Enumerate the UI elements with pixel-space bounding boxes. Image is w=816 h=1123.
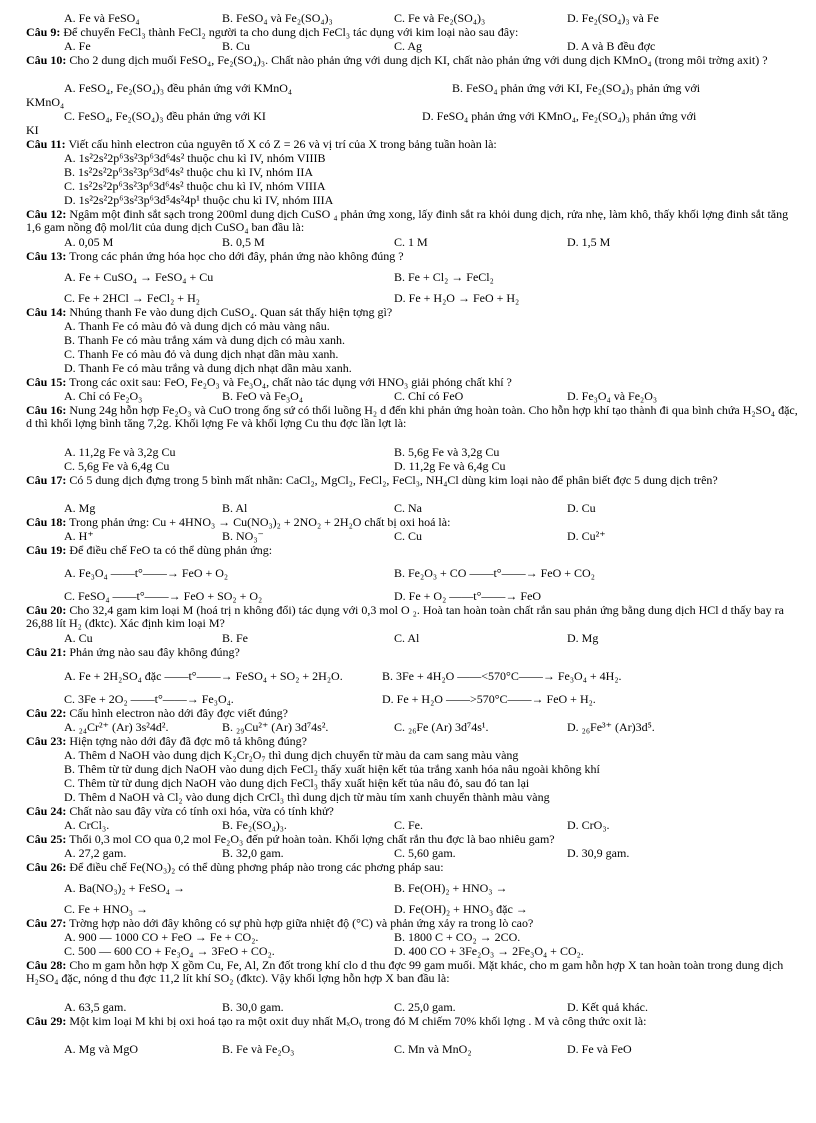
question-number: Câu 21: (26, 645, 67, 659)
question-text: Cấu hình electron nào dới đây đợc viết đúng? (69, 706, 288, 720)
answer-option: B. Fe(OH)₂ + HNO₃ → (394, 881, 508, 895)
answer-option: C. Fe + 2HCl → FeCl₂ + H₂ (64, 291, 200, 305)
answer-option: B. 1s²2s²2p⁶3s²3p⁶3d⁶4s² thuộc chu kì IV, nhóm IIA (64, 165, 314, 179)
answer-option: D. 11,2g Fe và 6,4g Cu (394, 459, 506, 473)
answer-option: B. Fe và Fe₂O₃ (222, 1042, 295, 1056)
answer-option: B. 1800 C + CO₂ → 2CO. (394, 930, 521, 944)
question-q21 (26, 646, 801, 659)
question-q24 (26, 805, 801, 818)
answer-option: C. 1 M (394, 235, 428, 249)
answer-option: B. Cu (222, 39, 251, 53)
question-q25 (26, 833, 801, 846)
answer-option: B. FeSO₄ phản ứng với KI, Fe₂(SO₄)₃ phản ứng với (452, 81, 701, 95)
question-number: Câu 23: (26, 734, 67, 748)
question-text: Ngâm một đinh sắt sạch trong 200ml dung dịch CuSO ₄ phản ứng xong, lấy đinh sắt ra khỏi dung dịch, rửa nhẹ, làm khô, thấy khối lợng đinh sắt tăng 1,6 gam nồng độ mol/lit của dung dịch CuSO₄ ban đầu là: (26, 207, 789, 234)
question-q15 (26, 376, 801, 389)
question-q26 (26, 861, 801, 874)
answer-option: C. Mn và MnO₂ (394, 1042, 472, 1056)
answer-option: C. Fe và Fe₂(SO₄)₃ (394, 11, 486, 25)
answer-option: B. 3Fe + 4H₂O ——<570°C——→ Fe₃O₄ + 4H₂. (382, 669, 622, 683)
answer-option: C. 500 — 600 CO + Fe₃O₄ → 3FeO + CO₂. (64, 944, 275, 958)
answer-option: D. 30,9 gam. (567, 846, 630, 860)
question-number: Câu 16: (26, 403, 67, 417)
question-number: Câu 14: (26, 305, 67, 319)
question-q9 (26, 26, 801, 39)
question-text: Có 5 dung dịch đựng trong 5 bình mất nhãn: CaCl₂, MgCl₂, FeCl₂, FeCl₃, NH₄Cl dùng kim loại nào để phân biết đợc 5 dung dịch trên? (69, 473, 718, 487)
question-number: Câu 18: (26, 515, 67, 529)
answer-option: A. Thanh Fe có màu đỏ và dung dịch có màu vàng nâu. (64, 319, 330, 333)
answer-option: B. Fe₂O₃ + CO ——t°——→ FeO + CO₂ (394, 566, 595, 580)
answer-option: D. Mg (567, 631, 599, 645)
answer-option: A. Cu (64, 631, 93, 645)
answer-option: A. 63,5 gam. (64, 1000, 127, 1014)
answer-option: A. Fe và FeSO₄ (64, 11, 140, 25)
question-text: Trong các oxit sau: FeO, Fe₂O₃ và Fe₃O₄, chất nào tác dụng với HNO₃ giải phóng chất khí ? (69, 375, 512, 389)
answer-option: D. ₂₆Fe³⁺ (Ar)3d⁵. (567, 720, 655, 734)
question-q17 (26, 474, 801, 487)
answer-option: D. Fe₂(SO₄)₃ và Fe (567, 11, 659, 25)
answer-option: C. Thêm từ từ dung dịch NaOH vào dung dịch FeCl₃ thấy xuất hiện kết tủa nâu đỏ, sau đó tan lại (64, 776, 530, 790)
answer-option: D. 1s²2s²2p⁶3s²3p⁶3d⁵4s²4p¹ thuộc chu kì IV, nhóm IIIA (64, 193, 334, 207)
answer-option: A. Ba(NO₃)₂ + FeSO₄ → (64, 881, 185, 895)
answer-option: B. Thêm từ từ dung dịch NaOH vào dung dịch FeCl₂ thấy xuất hiện kết tủa trắng xanh hóa nâu ngoài không khí (64, 762, 600, 776)
answer-option: D. Thanh Fe có màu trắng và dung dịch nhạt dần màu xanh. (64, 361, 352, 375)
question-text: Cho 32,4 gam kim loại M (hoá trị n không đổi) tác dụng với 0,3 mol O ₂. Hoà tan hoàn toàn chất rắn sau phản ứng bằng dung dịch HCl d thấy bay ra 26,88 lít H₂ (đktc). Xác định kim loại M? (26, 603, 784, 630)
question-text: Hiện tợng nào dới đây đã đợc mô tả không đúng? (69, 734, 307, 748)
answer-option: C. 1s²2s²2p⁶3s²3p⁶3d⁶4s² thuộc chu kì IV, nhóm VIIIA (64, 179, 326, 193)
question-number: Câu 15: (26, 375, 67, 389)
answer-option: C. Na (394, 501, 422, 515)
answer-option: C. FeSO₄, Fe₂(SO₄)₃ đều phản ứng với KI (64, 109, 266, 123)
question-text: Cho 2 dung dịch muối FeSO₄, Fe₂(SO₄)₃. Chất nào phản ứng với dung dịch KI, chất nào phản ứng với dung dịch KMnO₄ (trong môi trờng axit) ? (69, 53, 768, 67)
answer-option: C. Fe + HNO₃ → (64, 902, 148, 916)
answer-option: D. CrO₃. (567, 818, 610, 832)
question-q27 (26, 917, 801, 930)
answer-option: A. Fe (64, 39, 91, 53)
answer-option: B. Fe₂(SO₄)₃. (222, 818, 287, 832)
answer-option: A. 1s²2s²2p⁶3s²3p⁶3d⁶4s² thuộc chu kì IV, nhóm VIIIB (64, 151, 326, 165)
question-q14 (26, 306, 801, 319)
answer-option: B. Al (222, 501, 248, 515)
question-number: Câu 26: (26, 860, 67, 874)
question-number: Câu 17: (26, 473, 67, 487)
question-q10 (26, 54, 801, 67)
answer-option: A. 0,05 M (64, 235, 114, 249)
answer-option: A. 900 — 1000 CO + FeO → Fe + CO₂. (64, 930, 259, 944)
answer-option: B. FeO và Fe₃O₄ (222, 389, 304, 403)
answer-option: D. Fe + O₂ ——t°——→ FeO (394, 589, 542, 603)
question-text: Nung 24g hỗn hợp Fe₂O₃ và CuO trong ống sứ có thổi luồng H₂ d đến khi phản ứng hoàn toàn. Cho hỗn hợp khí tạo thành đi qua bình chứa H₂SO₄ đặc, d thì khối lợng bình tăng 7,2g. Khối lợng Fe và khối lợng Cu thu đợc lần lợt là: (26, 403, 798, 430)
answer-option: C. Fe. (394, 818, 424, 832)
continuation-text: KI (26, 123, 39, 137)
answer-option: D. Cu (567, 501, 596, 515)
answer-option: D. Fe và FeO (567, 1042, 632, 1056)
question-text: Chất nào sau đây vừa có tính oxi hóa, vừa có tính khử? (69, 804, 334, 818)
question-number: Câu 24: (26, 804, 67, 818)
question-q29 (26, 1015, 801, 1028)
answer-option: C. 5,60 gam. (394, 846, 456, 860)
question-text: Thổi 0,3 mol CO qua 0,2 mol Fe₂O₃ đến pứ hoàn toàn. Khối lợng chất rắn thu đợc là bao nhiêu gam? (69, 832, 555, 846)
answer-option: C. Al (394, 631, 420, 645)
question-q13 (26, 250, 801, 263)
answer-option: A. Fe₃O₄ ——t°——→ FeO + O₂ (64, 566, 229, 580)
answer-option: B. 0,5 M (222, 235, 265, 249)
question-q16 (26, 404, 801, 429)
question-number: Câu 19: (26, 543, 67, 557)
answer-option: A. Mg (64, 501, 96, 515)
question-text: Viết cấu hình electron của nguyên tố X có Z = 26 và vị trí của X trong bảng tuần hoàn là: (68, 137, 497, 151)
answer-option: D. FeSO₄ phản ứng với KMnO₄, Fe₂(SO₄)₃ phản ứng với (422, 109, 697, 123)
question-text: Nhúng thanh Fe vào dung dịch CuSO₄. Quan sát thấy hiện tợng gì? (69, 305, 393, 319)
answer-option: B. 5,6g Fe và 3,2g Cu (394, 445, 500, 459)
question-text: Phản ứng nào sau đây không đúng? (69, 645, 240, 659)
question-text: Cho m gam hỗn hợp X gồm Cu, Fe, Al, Zn đốt trong khí clo d thu đợc 99 gam muối. Mặt khác, cho m gam hỗn hợp X tan hoàn toàn trong dung dịch H₂SO₄ đặc, nóng d thu đợc 11,2 lít khí SO₂ (đktc). Vậy khối lợng hỗn hợp X ban đầu là: (26, 958, 784, 985)
question-number: Câu 22: (26, 706, 67, 720)
question-number: Câu 28: (26, 958, 67, 972)
answer-option: D. 1,5 M (567, 235, 611, 249)
question-q12 (26, 208, 801, 233)
answer-option: A. 27,2 gam. (64, 846, 127, 860)
answer-option: A. Fe + CuSO₄ → FeSO₄ + Cu (64, 270, 214, 284)
answer-option: C. Cu (394, 529, 423, 543)
question-text: Để điều chế FeO ta có thể dùng phản ứng: (69, 543, 273, 557)
answer-option: C. Thanh Fe có màu đỏ và dung dịch nhạt dần màu xanh. (64, 347, 339, 361)
question-text: Trong phản ứng: Cu + 4HNO₃ → Cu(NO₃)₂ + 2NO₂ + 2H₂O chất bị oxi hoá là: (69, 515, 451, 529)
answer-option: B. Fe (222, 631, 249, 645)
answer-option: A. Fe + 2H₂SO₄ đặc ——t°——→ FeSO₄ + SO₂ + 2H₂O. (64, 669, 343, 683)
question-number: Câu 13: (26, 249, 67, 263)
question-q23 (26, 735, 801, 748)
answer-option: D. Kết quả khác. (567, 1000, 648, 1014)
answer-option: A. Chỉ có Fe₂O₃ (64, 389, 143, 403)
answer-option: B. 32,0 gam. (222, 846, 284, 860)
answer-option: C. ₂₆Fe (Ar) 3d⁷4s¹. (394, 720, 489, 734)
question-text: Để chuyển FeCl₃ thành FeCl₂ người ta cho dung dịch FeCl₃ tác dụng với kim loại nào sau đây: (63, 25, 519, 39)
answer-option: D. Cu²⁺ (567, 529, 606, 543)
question-number: Câu 25: (26, 832, 67, 846)
question-number: Câu 12: (26, 207, 67, 221)
answer-option: A. 11,2g Fe và 3,2g Cu (64, 445, 176, 459)
continuation-text: KMnO₄ (26, 95, 65, 109)
question-text: Trờng hợp nào dới đây không có sự phù hợp giữa nhiệt độ (°C) và phản ứng xảy ra trong lò cao? (69, 916, 534, 930)
question-number: Câu 20: (26, 603, 67, 617)
answer-option: C. 3Fe + 2O₂ ——t°——→ Fe₃O₄. (64, 692, 234, 706)
question-number: Câu 29: (26, 1014, 67, 1028)
question-text: Trong các phản ứng hóa học cho dới đây, phản ứng nào không đúng ? (69, 249, 404, 263)
question-number: Câu 27: (26, 916, 67, 930)
answer-option: D. Thêm d NaOH và Cl₂ vào dung dịch CrCl₃ thì dung dịch từ màu tím xanh chuyển thành màu vàng (64, 790, 550, 804)
question-q19 (26, 544, 801, 557)
question-text: Để điều chế Fe(NO₃)₂ có thể dùng phơng pháp nào trong các phơng pháp sau: (69, 860, 444, 874)
answer-option: A. H⁺ (64, 529, 94, 543)
question-q28 (26, 959, 801, 984)
question-number: Câu 11: (26, 137, 66, 151)
answer-option: B. FeSO₄ và Fe₂(SO₄)₃ (222, 11, 333, 25)
question-q22 (26, 707, 801, 720)
question-q20 (26, 604, 801, 629)
answer-option: B. ₂₉Cu²⁺ (Ar) 3d⁷4s². (222, 720, 329, 734)
question-text: Một kim loại M khi bị oxi hoá tạo ra một oxit duy nhất MₓOᵧ trong đó M chiếm 70% khối lợng . M và công thức oxit là: (69, 1014, 647, 1028)
answer-option: D. 400 CO + 3Fe₂O₃ → 2Fe₃O₄ + CO₂. (394, 944, 584, 958)
answer-option: D. A và B đều đợc (567, 39, 656, 53)
answer-option: D. Fe₃O₄ và Fe₂O₃ (567, 389, 658, 403)
answer-option: A. Mg và MgO (64, 1042, 138, 1056)
question-number: Câu 10: (26, 53, 67, 67)
answer-option: A. CrCl₃. (64, 818, 110, 832)
answer-option: D. Fe + H₂O ——>570°C——→ FeO + H₂. (382, 692, 596, 706)
answer-option: C. Chỉ có FeO (394, 389, 464, 403)
answer-option: C. 5,6g Fe và 6,4g Cu (64, 459, 170, 473)
answer-option: C. 25,0 gam. (394, 1000, 456, 1014)
answer-option: D. Fe + H₂O → FeO + H₂ (394, 291, 520, 305)
answer-option: D. Fe(OH)₂ + HNO₃ đặc → (394, 902, 528, 916)
answer-option: C. Ag (394, 39, 423, 53)
answer-option: C. FeSO₄ ——t°——→ FeO + SO₂ + O₂ (64, 589, 263, 603)
answer-option: B. 30,0 gam. (222, 1000, 284, 1014)
answer-option: A. Thêm d NaOH vào dung dịch K₂Cr₂O₇ thì dung dịch chuyển từ màu da cam sang màu vàng (64, 748, 519, 762)
question-q18 (26, 516, 801, 529)
answer-option: B. NO₃⁻ (222, 529, 264, 543)
answer-option: A. FeSO₄, Fe₂(SO₄)₃ đều phản ứng với KMnO₄ (64, 81, 293, 95)
answer-option: B. Fe + Cl₂ → FeCl₂ (394, 270, 494, 284)
answer-option: A. ₂₄Cr²⁺ (Ar) 3s²4d². (64, 720, 169, 734)
question-q11 (26, 138, 801, 151)
question-number: Câu 9: (26, 25, 61, 39)
answer-option: B. Thanh Fe có màu trắng xám và dung dịch có màu xanh. (64, 333, 346, 347)
